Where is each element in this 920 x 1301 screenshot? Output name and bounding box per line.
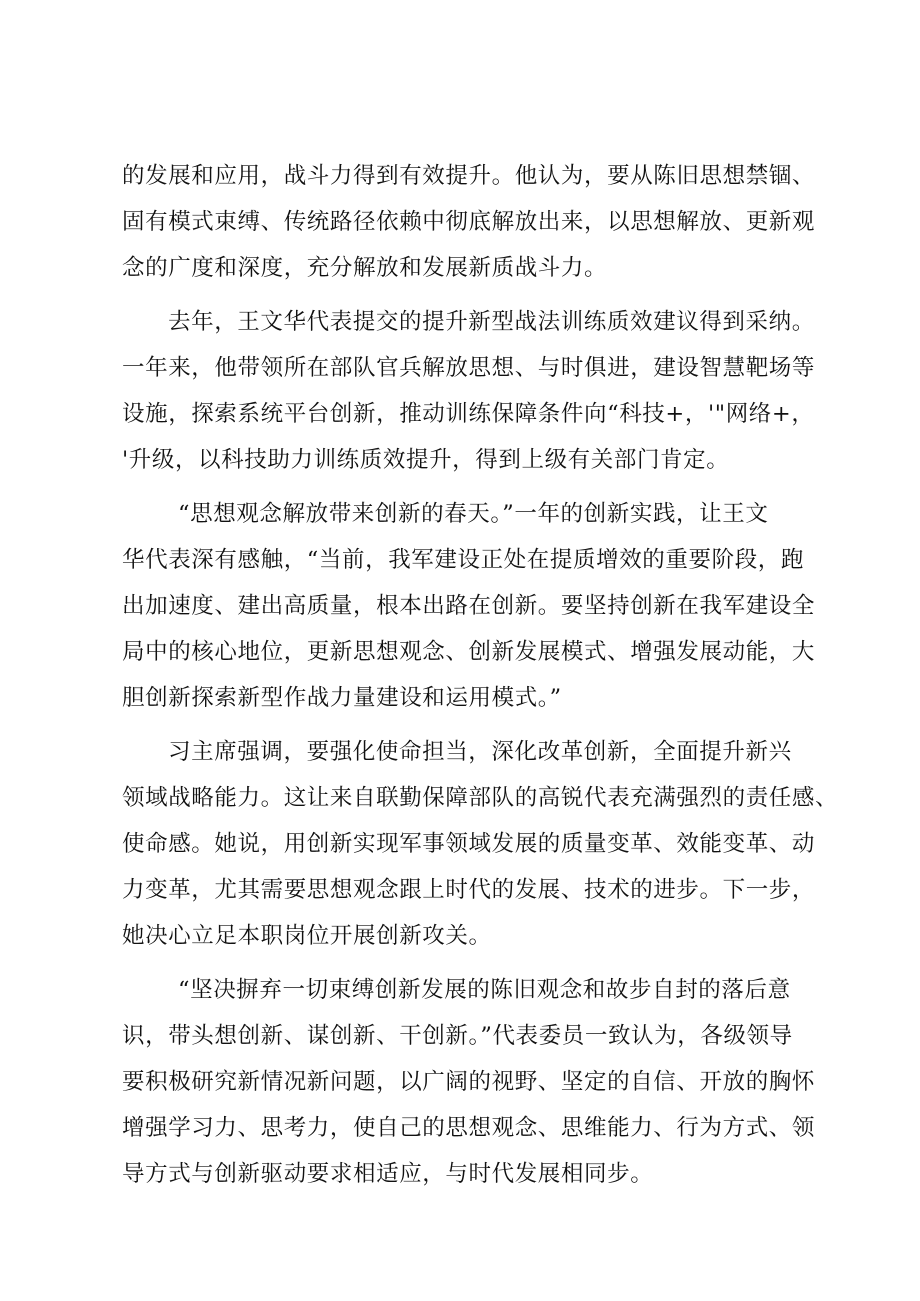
- paragraph-5-line-2: 识，带头想创新、谋创新、干创新。”代表委员一致认为，各级领导: [122, 1023, 793, 1049]
- paragraph-4-line-2: 领域战略能力。这让来自联勤保障部队的高锐代表充满强烈的责任感、: [122, 785, 839, 811]
- paragraph-2-line-1: 去年，王文华代表提交的提升新型战法训练质效建议得到采纳。: [168, 309, 815, 335]
- paragraph-4-line-4: 力变革，尤其需要思想观念跟上时代的发展、技术的进步。下一步，: [122, 877, 816, 903]
- paragraph-1-line-2: 固有模式束缚、传统路径依赖中彻底解放出来，以思想解放、更新观: [122, 209, 816, 235]
- paragraph-1: [122, 153, 816, 291]
- paragraph-4-line-1: 习主席强调，要强化使命担当，深化改革创新，全面提升新兴: [168, 739, 792, 765]
- paragraph-3-line-2: 华代表深有感触，“当前，我军建设正处在提质增效的重要阶段，跑: [122, 547, 805, 573]
- paragraph-5-line-5: 导方式与创新驱动要求相适应，与时代发展相同步。: [122, 1161, 654, 1187]
- paragraph-3-line-5: 胆创新探索新型作战力量建设和运用模式。”: [122, 685, 562, 711]
- paragraph-5-line-1: “坚决摒弃一切束缚创新发展的陈旧观念和故步自封的落后意: [178, 977, 791, 1003]
- paragraph-2: [122, 299, 816, 483]
- paragraph-1-line-3: 念的广度和深度，充分解放和发展新质战斗力。: [122, 255, 608, 281]
- paragraph-3-line-4: 局中的核心地位，更新思想观念、创新发展模式、增强发展动能，大: [122, 639, 816, 665]
- article-body: [122, 153, 839, 1197]
- paragraph-5: [122, 967, 816, 1197]
- paragraph-4-line-5: 她决心立足本职岗位开展创新攻关。: [122, 923, 492, 949]
- paragraph-5-line-4: 增强学习力、思考力，使自己的思想观念、思维能力、行为方式、领: [122, 1115, 816, 1141]
- paragraph-3-line-3: 出加速度、建出高质量，根本出路在创新。要坚持创新在我军建设全: [122, 593, 816, 619]
- paragraph-4: [122, 729, 839, 959]
- paragraph-2-line-3: 设施，探索系统平台创新，推动训练保障条件向“科技+，'"网络+，: [122, 401, 815, 427]
- paragraph-2-line-2: 一年来，他带领所在部队官兵解放思想、与时俱进，建设智慧靶场等: [122, 355, 816, 381]
- paragraph-3-line-1: “思想观念解放带来创新的春天。”一年的创新实践，让王文: [178, 501, 769, 527]
- paragraph-4-line-3: 使命感。她说，用创新实现军事领域发展的质量变革、效能变革、动: [122, 831, 816, 857]
- paragraph-1-line-1: 的发展和应用，战斗力得到有效提升。他认为，要从陈旧思想禁锢、: [122, 163, 816, 189]
- paragraph-3: [122, 491, 816, 721]
- paragraph-5-line-3: 要积极研究新情况新问题，以广阔的视野、坚定的自信、开放的胸怀: [122, 1069, 816, 1095]
- paragraph-2-line-4: '升级，以科技助力训练质效提升，得到上级有关部门肯定。: [122, 447, 730, 473]
